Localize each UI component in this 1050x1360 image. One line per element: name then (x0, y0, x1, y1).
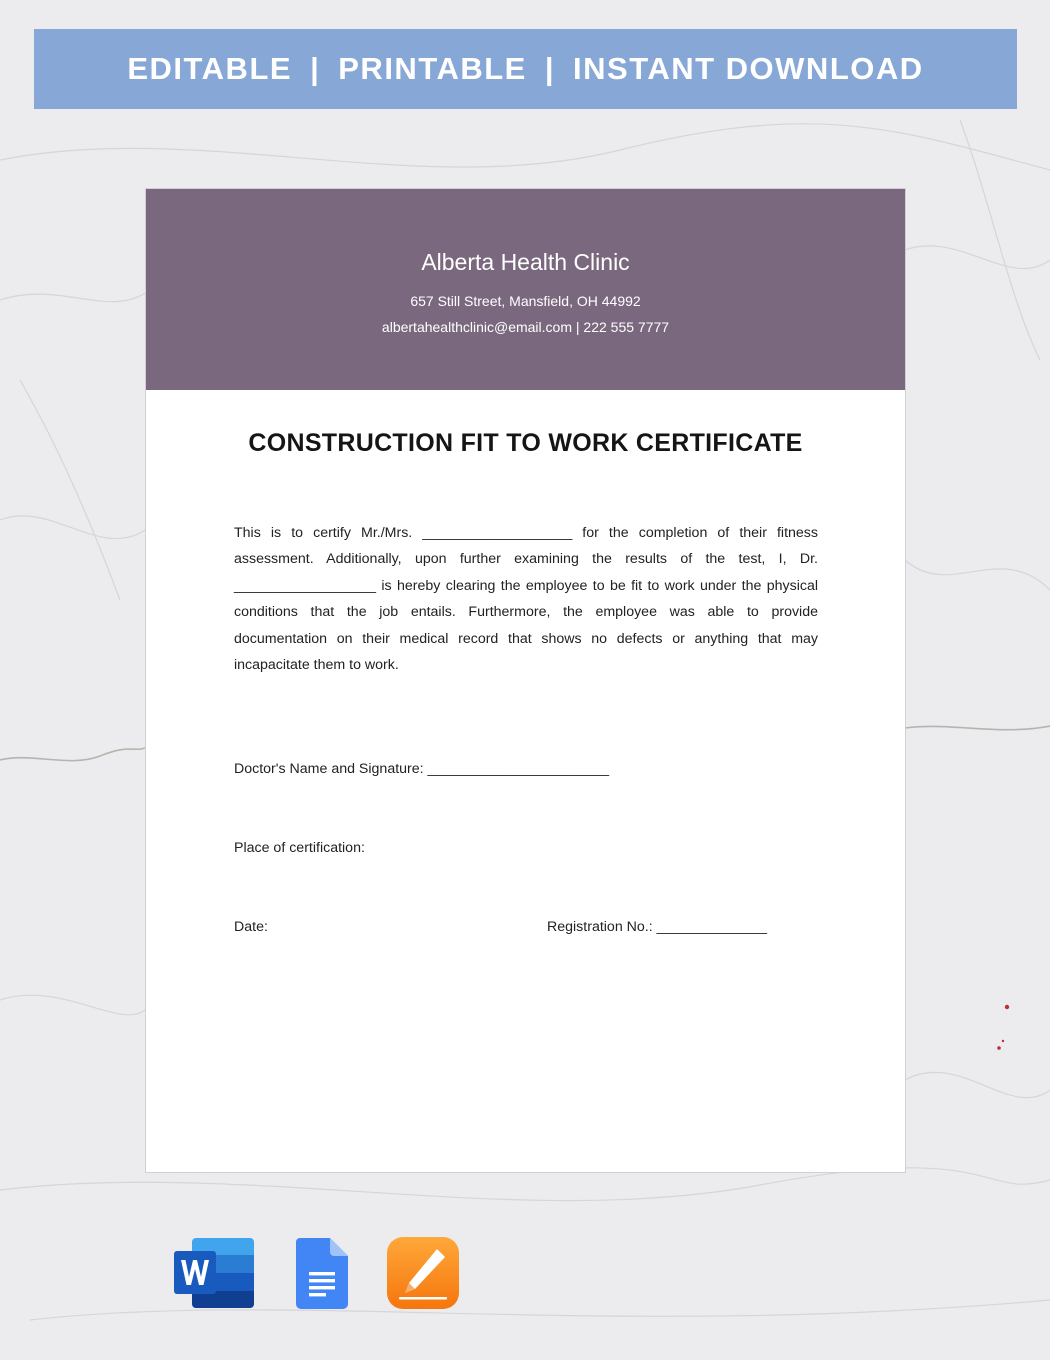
clinic-name: Alberta Health Clinic (421, 249, 630, 275)
banner-separator: | (544, 51, 556, 86)
google-docs-icon[interactable] (296, 1238, 348, 1309)
microsoft-word-icon[interactable] (174, 1238, 254, 1308)
certificate-document (145, 188, 906, 1173)
doctor-signature-field: Doctor's Name and Signature: _______________________ (234, 761, 610, 777)
apple-pages-icon[interactable] (387, 1237, 459, 1309)
place-of-certification-field: Place of certification: (234, 840, 365, 856)
date-field: Date: (234, 919, 268, 935)
banner-instant-download: INSTANT DOWNLOAD (573, 51, 924, 86)
document-title: CONSTRUCTION FIT TO WORK CERTIFICATE (248, 429, 803, 457)
feature-banner (34, 29, 1017, 109)
registration-number-field: Registration No.: ______________ (547, 919, 768, 935)
clinic-contact: albertahealthclinic@email.com | 222 555 7777 (381, 319, 670, 335)
banner-editable: EDITABLE (127, 51, 293, 86)
certificate-body-text: This is to certify Mr./Mrs. ___________________ for the completion of their fitness assessment. Additionally, upon further examining the results of the test, I, Dr. __________________ is hereby clearing the employee to be fit to work under the physical conditions that the job entails. Furthermore, the employee was able to provide documentation on their medical record that shows no defects or anything that may incapacitate them to work. (234, 525, 818, 674)
banner-printable: PRINTABLE (338, 51, 527, 86)
document-header (146, 189, 905, 390)
clinic-address: 657 Still Street, Mansfield, OH 44992 (410, 293, 641, 309)
banner-separator: | (310, 51, 321, 86)
